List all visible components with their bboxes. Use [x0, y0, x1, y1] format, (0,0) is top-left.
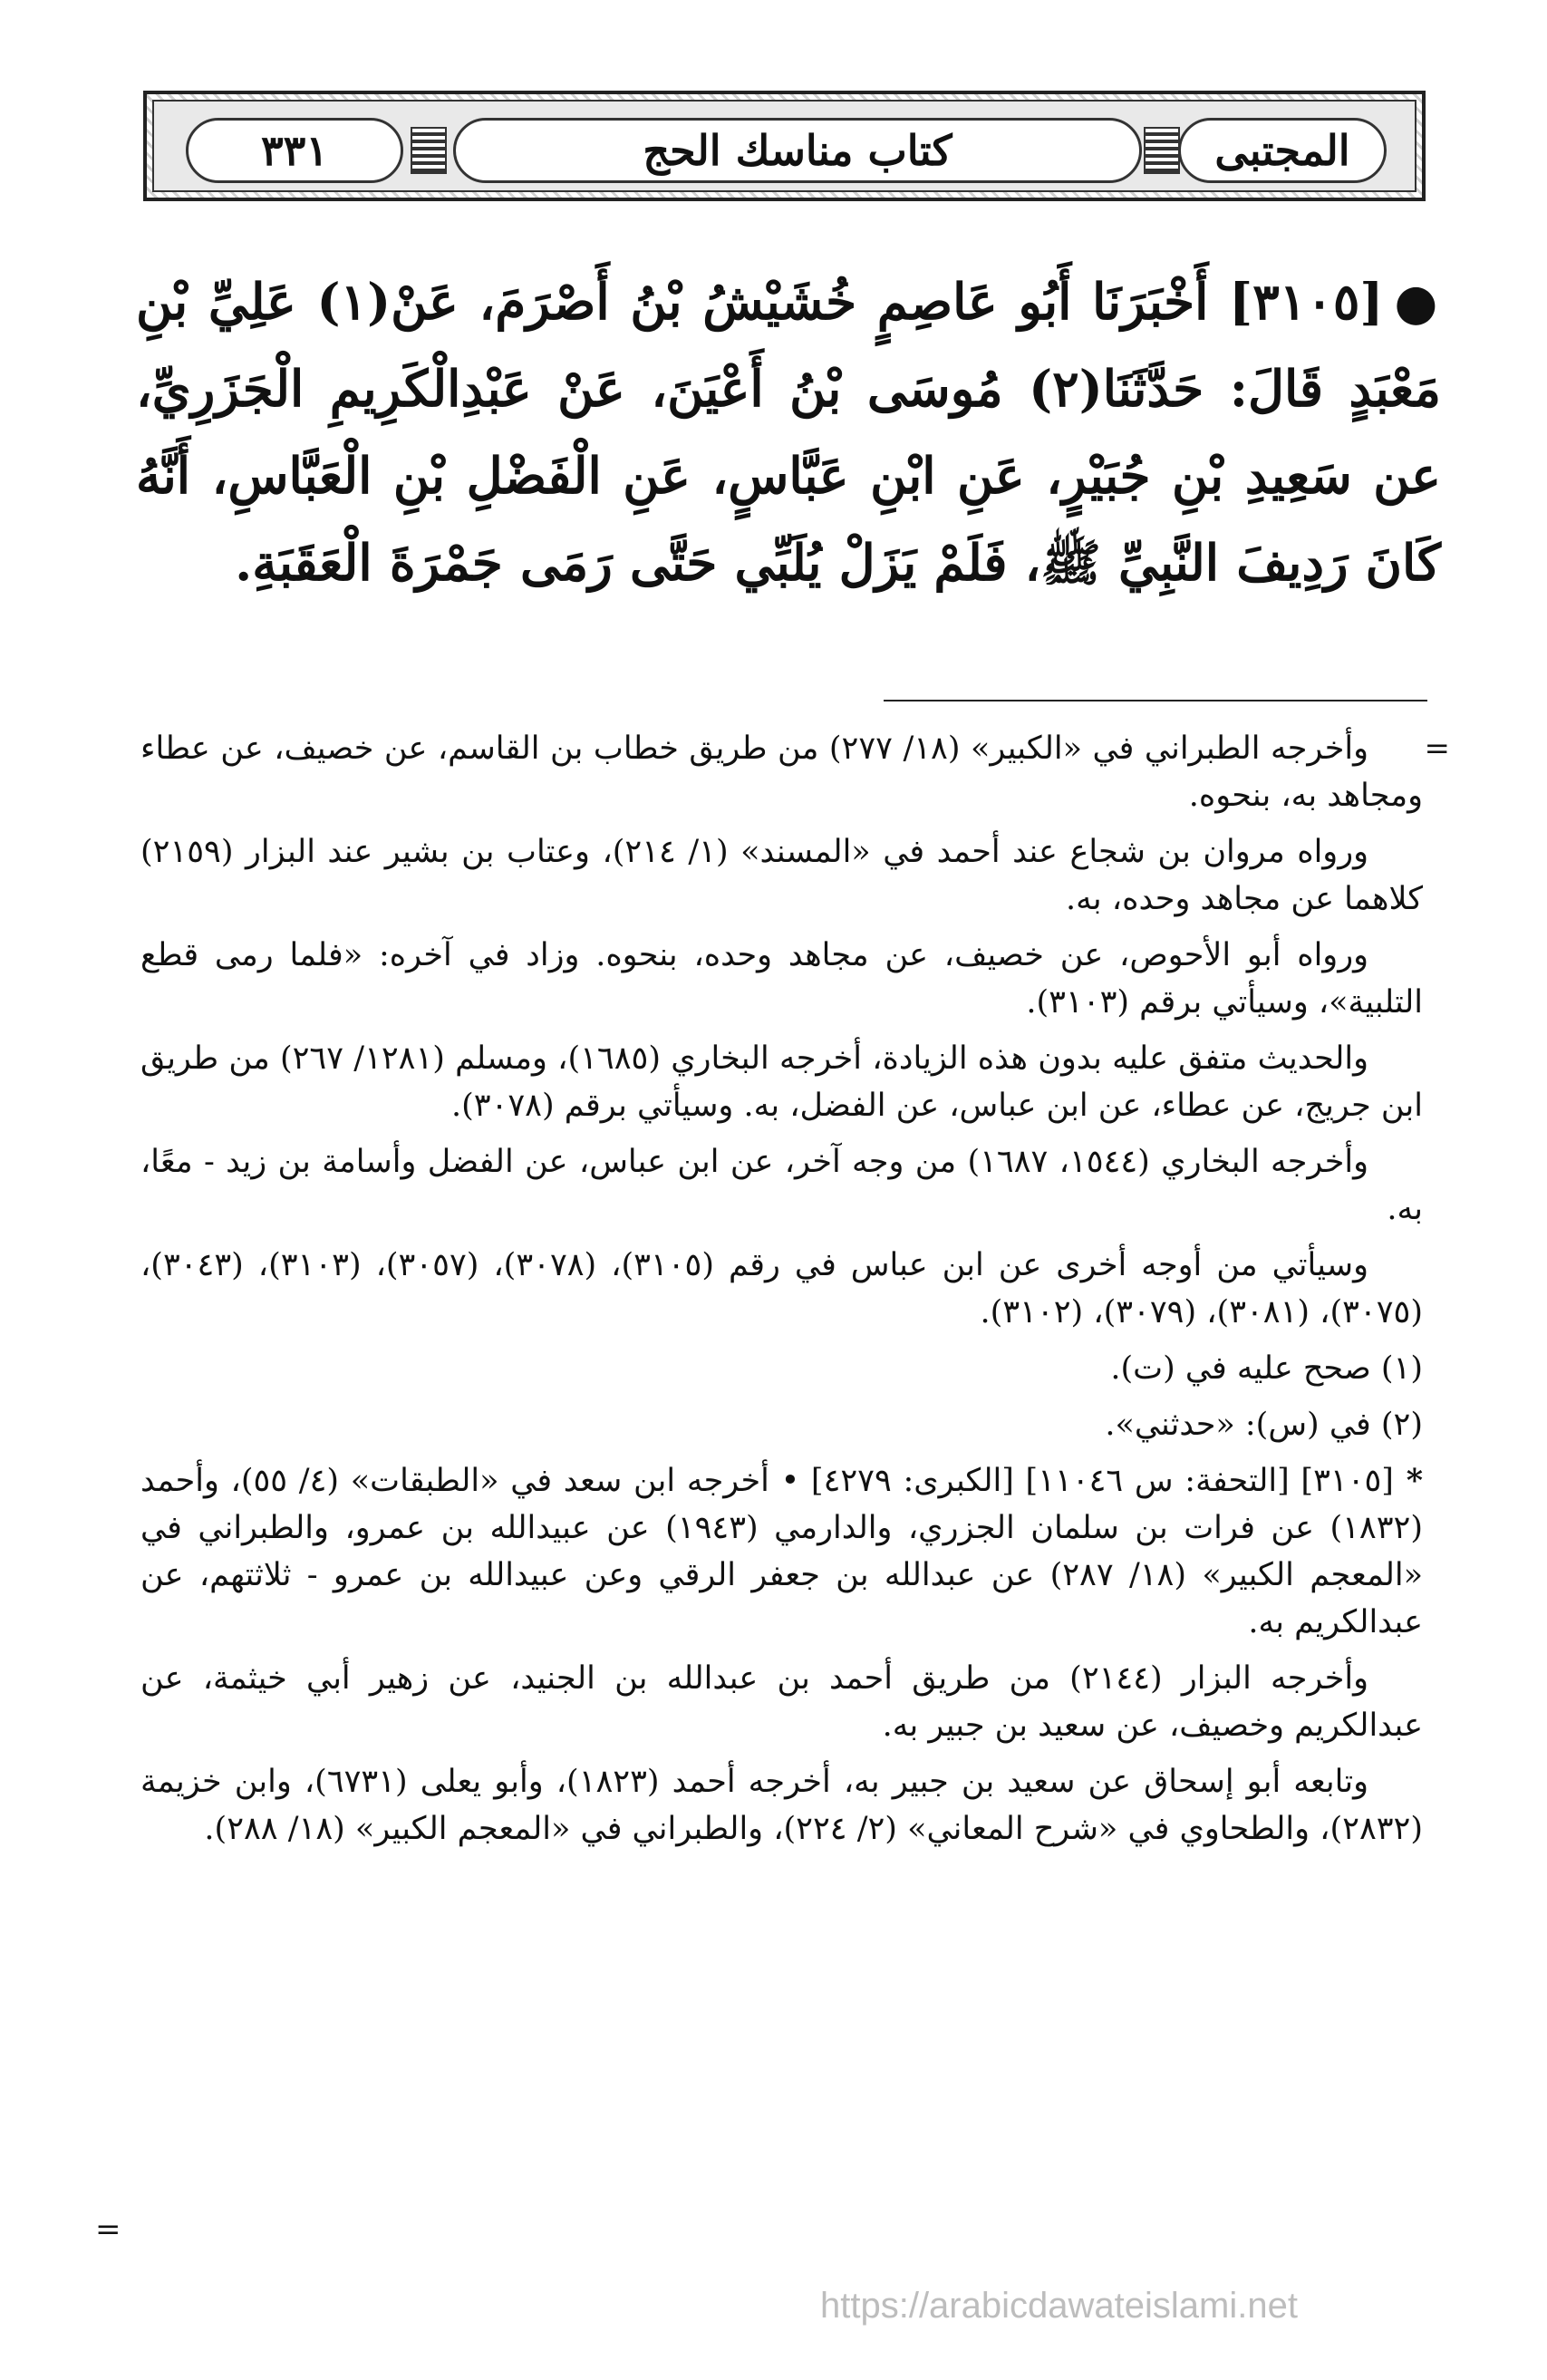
ornament-icon — [411, 127, 447, 174]
takhrij-paragraph: وأخرجه البزار (٢١٤٤) من طريق أحمد بن عبدالله بن الجنيد، عن زهير أبي خيثمة، عن عبدالكريم وخصيف، عن سعيد بن جبير به. — [140, 1660, 1423, 1744]
ornament-icon — [1144, 127, 1180, 174]
footnote-paragraph: ورواه مروان بن شجاع عند أحمد في «المسند» (١/ ٢١٤)، وعتاب بن بشير عند البزار (٢١٥٩) كلاهما عن مجاهد وحده، به. — [140, 834, 1423, 917]
takhrij-paragraph: وتابعه أبو إسحاق عن سعيد بن جبير به، أخرجه أحمد (١٨٢٣)، وأبو يعلى (٦٧٣١)، وابن خزيمة (٢٨٣٢)، والطحاوي في «شرح المعاني» (٢/ ٢٢٤)، والطبراني في «المعجم الكبير» (١٨/ ٢٨٨). — [140, 1764, 1423, 1847]
source-watermark: https://arabicdawateislami.net — [820, 2286, 1298, 2326]
footnote-paragraph: ورواه أبو الأحوص، عن خصيف، عن مجاهد وحده، بنحوه. وزاد في آخره: «فلما رمى قطع التلبية»، وسيأتي برقم (٣١٠٣). — [140, 937, 1423, 1021]
continuation-mark: = — [95, 2211, 121, 2248]
header-frame — [152, 100, 1416, 192]
footnote-paragraph: وسيأتي من أوجه أخرى عن ابن عباس في رقم (٣١٠٥)، (٣٠٧٨)، (٣٠٥٧)، (٣١٠٣)، (٣٠٤٣)، (٣٠٧٥)، (٣٠٨١)، (٣٠٧٩)، (٣١٠٢). — [140, 1247, 1423, 1330]
page-number: ٣٣١ — [260, 126, 329, 175]
hadith-text-block — [136, 258, 1441, 606]
asterisk-icon: * — [1393, 1462, 1423, 1499]
footnote-paragraph: وأخرجه الطبراني في «الكبير» (١٨/ ٢٧٧) من طريق خطاب بن القاسم، عن خصيف، عن عطاء ومجاهد به، بنحوه. — [140, 730, 1423, 814]
chapter-cartouche — [453, 118, 1142, 183]
chapter-title: كتاب مناسك الحج — [643, 126, 952, 175]
continuation-mark: = — [1424, 730, 1450, 767]
footnote-paragraph: والحديث متفق عليه بدون هذه الزيادة، أخرجه البخاري (١٦٨٥)، ومسلم (١٢٨١/ ٢٦٧) من طريق ابن جريج، عن عطاء، عن ابن عباس، عن الفضل، به. وسيأتي برقم (٣٠٧٨). — [140, 1040, 1423, 1124]
footnote-note: (١) صحح عليه في (ت). — [1110, 1350, 1423, 1387]
footnote-note: (٢) في (س): «حدثني». — [1105, 1407, 1423, 1443]
footnote-paragraph: وأخرجه البخاري (١٥٤٤، ١٦٨٧) من وجه آخر، عن ابن عباس، عن الفضل وأسامة بن زيد - معًا، به. — [140, 1144, 1423, 1227]
page-header — [143, 91, 1426, 201]
book-name-cartouche — [1178, 118, 1387, 183]
hadith-text: [٣١٠٥] أَخْبَرَنَا أَبُو عَاصِمٍ خُشَيْشُ بْنُ أَصْرَمَ، عَنْ(١) عَلِيِّ بْنِ مَعْبَدٍ قَالَ: حَدَّثَنَا(٢) مُوسَى بْنُ أَعْيَنَ، عَنْ عَبْدِالْكَرِيمِ الْجَزَرِيِّ، عن سَعِيدِ بْنِ جُبَيْرٍ، عَنِ ابْنِ عَبَّاسٍ، عَنِ الْفَضْلِ بْنِ الْعَبَّاسِ، أَنَّهُ كَانَ رَدِيفَ النَّبِيِّ ﷺ، فَلَمْ يَزَلْ يُلَبِّي حَتَّى رَمَى جَمْرَةَ الْعَقَبَةِ. — [136, 272, 1441, 592]
footnote-divider — [884, 700, 1427, 701]
book-name: المجتبى — [1214, 126, 1350, 175]
takhrij-paragraph: * [٣١٠٥] [التحفة: س ١١٠٤٦] [الكبرى: ٤٢٧٩] • أخرجه ابن سعد في «الطبقات» (٤/ ٥٥)، وأحمد (١٨٣٢) عن فرات بن سلمان الجزري، والدارمي (١٩٤٣) عن عبيدالله بن عمرو، والطبراني في «المعجم الكبير» (١٨/ ٢٨٧) عن عبدالله بن جعفر الرقي وعن عبيدالله بن عمرو - ثلاثتهم، عن عبدالكريم به. — [140, 1462, 1424, 1640]
bullet-icon: ● — [1394, 272, 1441, 331]
footnotes-block — [140, 725, 1450, 1862]
page-number-cartouche — [186, 118, 403, 183]
